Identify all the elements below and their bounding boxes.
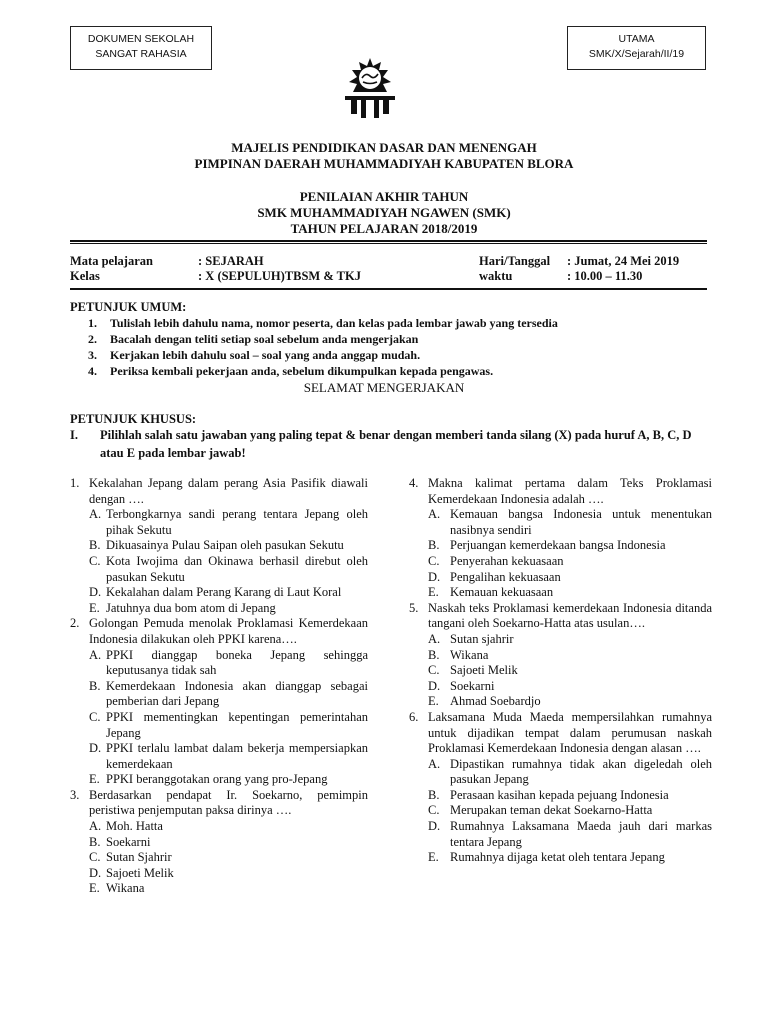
question-text: Berdasarkan pendapat Ir. Soekarno, pemimpin peristiwa penjemputan paksa dirinya …. <box>89 787 368 818</box>
answer-option: E. Rumahnya dijaga ketat oleh tentara Jepang <box>428 850 665 865</box>
question-1: 1. Kekalahan Jepang dalam perang Asia Pasifik diawali dengan …. A. Terbongkarnya sandi perang tentara Jepang oleh pihak Sekutu B. Dikuasainya Pulau Saipan oleh pasukan Sekutu C. Kota Iwojima dan Okinawa berhasil direbut oleh pasukan Sekutu D. Kekalahan dalam Perang Karang di Laut Koral E. Jatuhnya dua bom atom di Jepang <box>70 476 368 615</box>
answer-option: C. Penyerahan kekuasaan <box>428 553 564 568</box>
answer-option: D. PPKI terlalu lambat dalam bekerja mempersiapkan kemerdekaan <box>89 741 368 771</box>
answer-option: A. PPKI dianggap boneka Jepang sehingga keputusanya tidak sah <box>89 647 368 678</box>
doc-code-line-2: SMK/X/Sejarah/II/19 <box>588 48 685 60</box>
answer-option: C. Sutan Sjahrir <box>89 850 172 865</box>
answer-option: E. PPKI beranggotakan orang yang pro-Jepang <box>89 772 328 787</box>
instruction-text: Pilihlah salah satu jawaban yang paling tepat & benar dengan memberi tanda silang (X) pada huruf A, B, C, D atau E pada lembar jawab! <box>100 428 692 460</box>
answer-option: A. Kemauan bangsa Indonesia untuk menentukan nasibnya sendiri <box>428 507 712 537</box>
confidential-line-2: SANGAT RAHASIA <box>95 48 187 60</box>
class-label: Kelas <box>70 269 100 283</box>
questions-left-column <box>70 476 368 897</box>
info-divider <box>70 288 707 290</box>
answer-option: E. Jatuhnya dua bom atom di Jepang <box>89 600 276 615</box>
answer-option: A. Moh. Hatta <box>89 819 163 834</box>
answer-option: D. Pengalihan kekuasaan <box>428 569 561 584</box>
question-3: 3. Berdasarkan pendapat Ir. Soekarno, pemimpin peristiwa penjemputan paksa dirinya …. A. Moh. Hatta B. Soekarni C. Sutan Sjahrir D. Sajoeti Melik E. Wikana <box>70 787 368 896</box>
question-2: 2. Golongan Pemuda menolak Proklamasi Kemerdekaan Indonesia dilakukan oleh PPKI karena…. A. PPKI dianggap boneka Jepang sehingga keputusanya tidak sah B. Kemerdekaan Indonesia akan dianggap sebagai pemberian dari Jepang C. PPKI mementingkan kepentingan pemerintahan Jepang D. PPKI terlalu lambat dalam bekerja mempersiapkan kemerdekaan E. PPKI beranggotakan orang yang pro-Jepang <box>70 616 368 787</box>
header-divider-thin <box>70 243 707 244</box>
question-text: Naskah teks Proklamasi kemerdekaan Indonesia ditanda tangani oleh Soekarno-Hatta atas usulan…. <box>428 600 712 631</box>
answer-option: C. PPKI mementingkan kepentingan pemerintahan Jepang <box>89 709 368 740</box>
doc-code-line-1: UTAMA <box>618 33 655 45</box>
answer-option: B. Perjuangan kemerdekaan bangsa Indonesia <box>428 538 666 553</box>
questions-right-column <box>409 476 712 866</box>
question-text: Kekalahan Jepang dalam perang Asia Pasifik diawali dengan …. <box>89 476 368 506</box>
date-label: Hari/Tanggal <box>479 254 551 268</box>
question-5: 5. Naskah teks Proklamasi kemerdekaan Indonesia ditanda tangani oleh Soekarno-Hatta atas usulan…. A. Sutan sjahrir B. Wikana C. Sajoeti Melik D. Soekarni E. Ahmad Soebardjo <box>409 600 712 709</box>
answer-option: D. Rumahnya Laksamana Maeda jauh dari markas tentara Jepang <box>428 819 712 849</box>
roman-numeral: I. <box>70 428 78 442</box>
confidential-box <box>70 26 212 70</box>
answer-option: A. Sutan sjahrir <box>428 631 514 646</box>
list-item: 3. Kerjakan lebih dahulu soal – soal yang anda anggap mudah. <box>88 348 421 362</box>
answer-option: D. Soekarni <box>428 678 495 693</box>
question-text: Makna kalimat pertama dalam Teks Proklamasi Kemerdekaan Indonesia adalah …. <box>428 476 712 506</box>
answer-option: C. Kota Iwojima dan Okinawa berhasil direbut oleh pasukan Sekutu <box>89 553 368 584</box>
question-6: 6. Laksamana Muda Maeda mempersilahkan rumahnya untuk dijadikan tempat dalam perumusan naskah Proklamasi Kemerdekaan Indonesia dengan alasan …. A. Dipastikan rumahnya tidak akan digeledah oleh pasukan Jepang B. Perasaan kasihan kepada pejuang Indonesia C. Merupakan teman dekat Soekarno-Hatta D. Rumahnya Laksamana Maeda jauh dari markas tentara Jepang E. Rumahnya dijaga ketat oleh tentara Jepang <box>409 709 712 865</box>
special-instructions-title: PETUNJUK KHUSUS: <box>70 412 197 426</box>
answer-option: D. Sajoeti Melik <box>89 865 174 880</box>
question-text: Laksamana Muda Maeda mempersilahkan rumahnya untuk dijadikan tempat dalam perumusan naskah Proklamasi Kemerdekaan Indonesia dengan alasan …. <box>428 709 712 756</box>
time-label: waktu <box>479 269 513 283</box>
school-name: SMK MUHAMMADIYAH NGAWEN (SMK) <box>257 205 511 220</box>
answer-option: B. Dikuasainya Pulau Saipan oleh pasukan Sekutu <box>89 538 344 553</box>
answer-option: C. Merupakan teman dekat Soekarno-Hatta <box>428 803 653 818</box>
list-item: 1. Tulislah lebih dahulu nama, nomor peserta, dan kelas pada lembar jawab yang tersedia <box>88 316 558 330</box>
subject-label: Mata pelajaran <box>70 254 153 268</box>
general-instructions-title: PETUNJUK UMUM: <box>70 300 187 314</box>
date-value: : Jumat, 24 Mei 2019 <box>567 254 680 268</box>
answer-option: A. Terbongkarnya sandi perang tentara Jepang oleh pihak Sekutu <box>89 507 368 537</box>
question-4: 4. Makna kalimat pertama dalam Teks Proklamasi Kemerdekaan Indonesia adalah …. A. Kemauan bangsa Indonesia untuk menentukan nasibnya sendiri B. Perjuangan kemerdekaan bangsa Indonesia C. Penyerahan kekuasaan D. Pengalihan kekuasaan E. Kemauan kekuasaan <box>409 476 712 600</box>
closing-message: SELAMAT MENGERJAKAN <box>303 380 465 395</box>
answer-option: B. Perasaan kasihan kepada pejuang Indonesia <box>428 787 669 802</box>
answer-option: C. Sajoeti Melik <box>428 663 518 678</box>
list-item: 2. Bacalah dengan teliti setiap soal sebelum anda mengerjakan <box>88 332 419 346</box>
confidential-line-1: DOKUMEN SEKOLAH <box>87 33 195 45</box>
answer-option: E. Kemauan kekuasaan <box>428 585 554 600</box>
org-title: MAJELIS PENDIDIKAN DASAR DAN MENENGAH <box>231 140 537 155</box>
question-text: Golongan Pemuda menolak Proklamasi Kemerdekaan Indonesia dilakukan oleh PPKI karena…. <box>89 616 368 646</box>
answer-option: D. Kekalahan dalam Perang Karang di Laut Koral <box>89 585 342 600</box>
answer-option: E. Ahmad Soebardjo <box>428 694 541 709</box>
exam-title: PENILAIAN AKHIR TAHUN <box>299 189 469 204</box>
answer-option: A. Dipastikan rumahnya tidak akan digeledah oleh pasukan Jepang <box>428 756 712 787</box>
answer-option: B. Soekarni <box>89 834 151 849</box>
academic-year: TAHUN PELAJARAN 2018/2019 <box>290 221 478 236</box>
answer-option: B. Kemerdekaan Indonesia akan dianggap sebagai pemberian dari Jepang <box>89 678 368 709</box>
muhammadiyah-logo-icon <box>331 56 409 120</box>
time-value: : 10.00 – 11.30 <box>567 269 643 283</box>
doc-code-box <box>567 26 706 70</box>
subject-value: : SEJARAH <box>198 254 264 268</box>
class-value: : X (SEPULUH)TBSM & TKJ <box>198 269 361 283</box>
org-subtitle: PIMPINAN DAERAH MUHAMMADIYAH KABUPATEN BLORA <box>194 156 574 171</box>
answer-option: E. Wikana <box>89 881 145 896</box>
header-divider <box>70 240 707 242</box>
answer-option: B. Wikana <box>428 647 489 662</box>
list-item: 4. Periksa kembali pekerjaan anda, sebelum dikumpulkan kepada pengawas. <box>88 364 494 378</box>
